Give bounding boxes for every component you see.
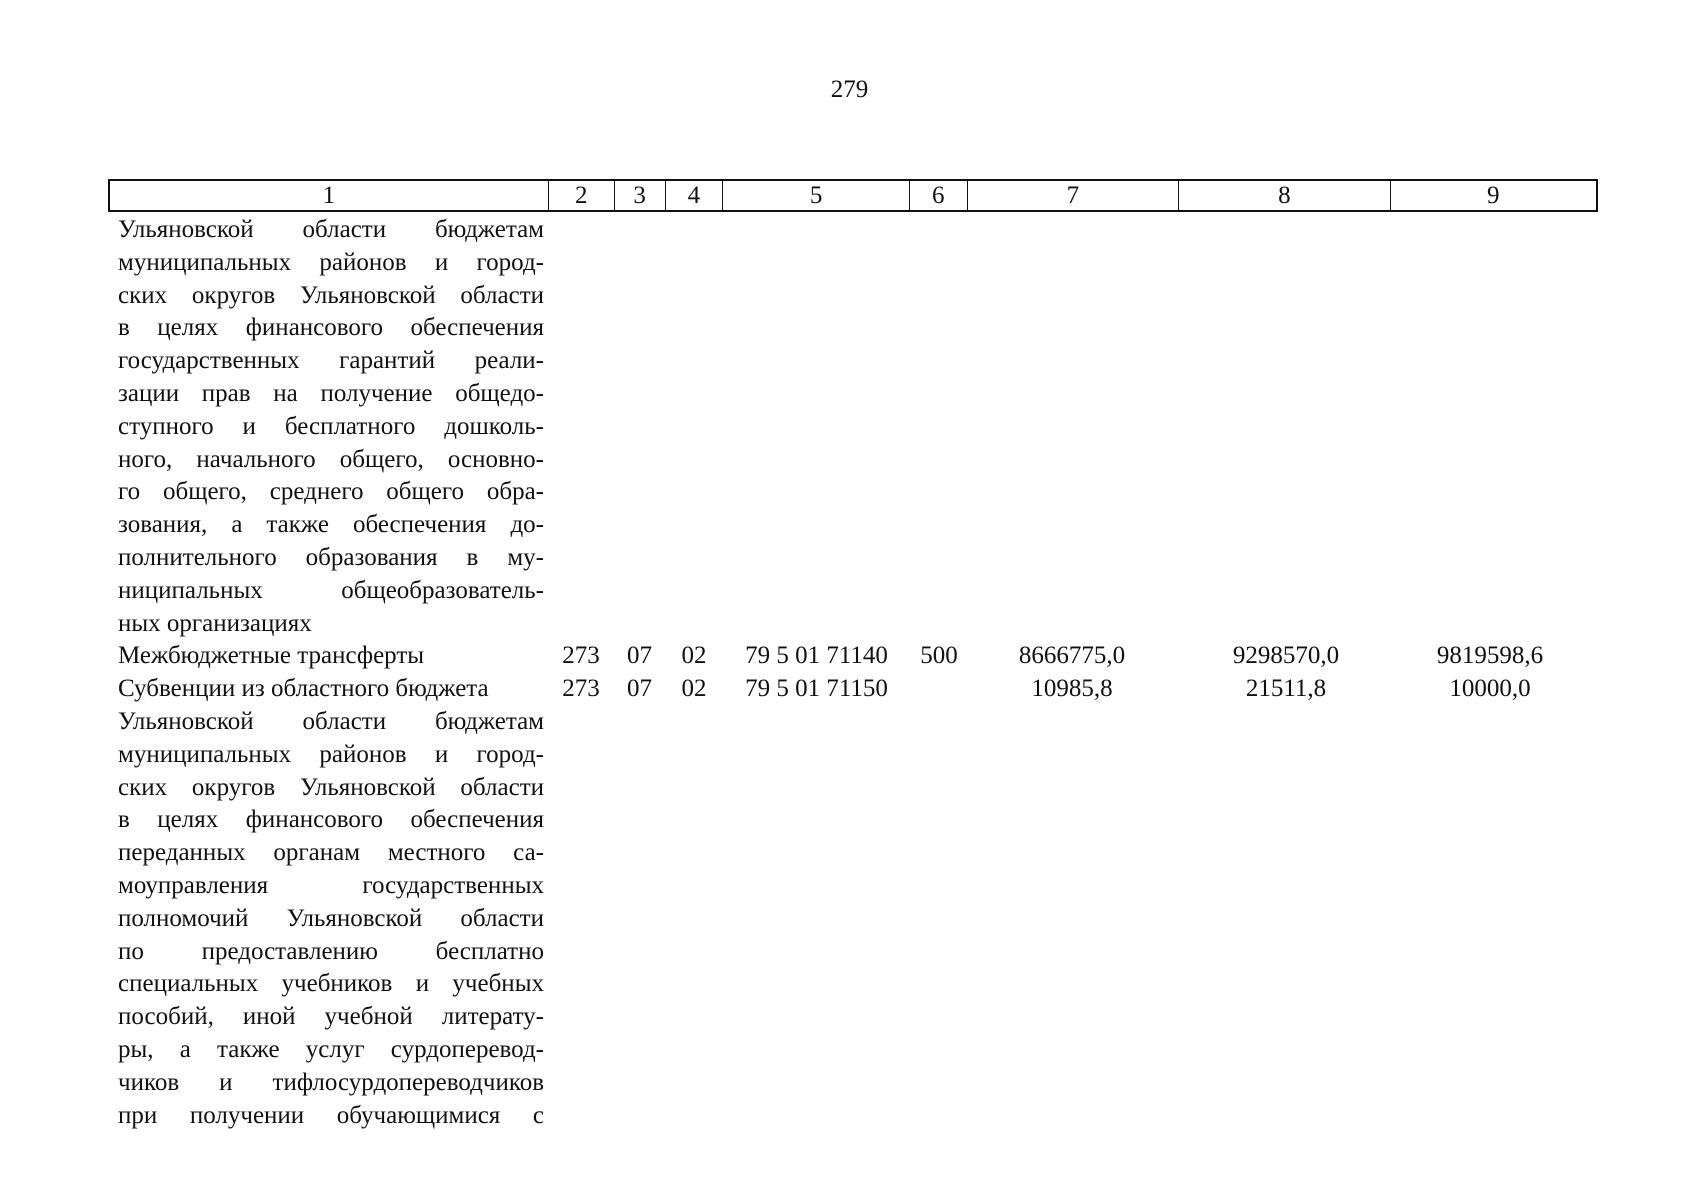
description-line: государственных гарантий реали- — [118, 347, 544, 375]
description-line: ных организациях — [118, 609, 312, 637]
description-line: муниципальных районов и город- — [118, 740, 544, 768]
description-line: полнительного образования в му- — [118, 543, 544, 571]
header-col-6: 6 — [910, 181, 968, 210]
row-description — [108, 673, 548, 1132]
cell-col-4: 02 — [681, 642, 707, 670]
description-line: зации прав на получение общедо- — [118, 379, 544, 407]
description-line: в целях финансового обеспечения — [118, 314, 544, 342]
cell-col-8: 21511,8 — [1245, 675, 1327, 703]
description-line: специальных учебников и учебных — [118, 970, 544, 998]
table-row — [108, 673, 1598, 1132]
description-line: зования, а также обеспечения до- — [118, 511, 544, 539]
cell-col-4 — [665, 214, 723, 640]
description-line: Ульяновской области бюджетам — [118, 216, 544, 243]
header-col-1: 1 — [110, 181, 549, 210]
row-description — [108, 640, 548, 673]
description-line: Ульяновской области бюджетам — [118, 707, 544, 735]
header-col-8: 8 — [1179, 181, 1390, 210]
cell-col-8 — [1180, 214, 1392, 640]
description-line: пособий, иной учебной литерату- — [118, 1003, 544, 1031]
description-line: го общего, среднего общего обра- — [118, 478, 544, 506]
cell-col-2: 273 — [562, 642, 600, 670]
cell-col-7: 8666775,0 — [1018, 642, 1126, 670]
cell-col-7: 10985,8 — [1031, 675, 1113, 703]
description-line: полномочий Ульяновской области — [118, 904, 544, 932]
description-line: ских округов Ульяновской области — [118, 281, 544, 309]
description-line: ры, а также услуг сурдоперевод- — [118, 1035, 544, 1063]
description-line: моуправления государственных — [118, 871, 544, 899]
description-line: ниципальных общеобразователь- — [118, 576, 544, 604]
row-description — [108, 214, 548, 640]
cell-col-2 — [548, 214, 614, 640]
description-line: Субвенции из областного бюджета — [118, 675, 489, 703]
description-line: при получении обучающимися с — [118, 1101, 544, 1129]
table-row — [108, 214, 1598, 640]
description-line: Межбюджетные трансферты — [118, 642, 425, 670]
header-col-9: 9 — [1487, 182, 1500, 209]
cell-col-3 — [614, 214, 665, 640]
cell-col-7 — [968, 214, 1180, 640]
cell-col-9: 9819598,6 — [1436, 642, 1544, 670]
cell-col-9 — [1392, 214, 1598, 640]
cell-col-2: 273 — [562, 675, 600, 703]
cell-col-6 — [910, 673, 968, 1132]
cell-col-6: 500 — [920, 642, 958, 670]
description-line: ступного и бесплатного дошколь- — [118, 412, 544, 440]
table-body — [108, 214, 1598, 1132]
description-line: в целях финансового обеспечения — [118, 806, 544, 834]
header-col-4: 4 — [666, 181, 724, 210]
description-line: по предоставлению бесплатно — [118, 937, 544, 965]
description-line: муниципальных районов и город- — [118, 248, 544, 276]
description-line: переданных органам местного са- — [118, 839, 544, 867]
description-line: ских округов Ульяновской области — [118, 773, 544, 801]
header-col-5: 5 — [723, 181, 910, 210]
cell-col-6 — [910, 214, 968, 640]
cell-col-3: 07 — [627, 642, 652, 670]
description-line: ного, начального общего, основно- — [118, 445, 544, 473]
cell-col-5: 79 5 01 71150 — [745, 675, 888, 703]
table-header — [108, 179, 1598, 212]
table-row — [108, 640, 1598, 673]
page-number: 279 — [830, 76, 869, 103]
header-col-7: 7 — [968, 181, 1179, 210]
cell-col-5 — [723, 214, 910, 640]
header-col-2: 2 — [549, 181, 615, 210]
cell-col-9: 10000,0 — [1449, 675, 1531, 703]
cell-col-5: 79 5 01 71140 — [745, 642, 888, 670]
description-line: чиков и тифлосурдопереводчиков — [118, 1068, 544, 1096]
cell-col-3: 07 — [627, 675, 652, 703]
header-col-3: 3 — [615, 181, 666, 210]
cell-col-8: 9298570,0 — [1232, 642, 1340, 670]
cell-col-4: 02 — [681, 675, 707, 703]
